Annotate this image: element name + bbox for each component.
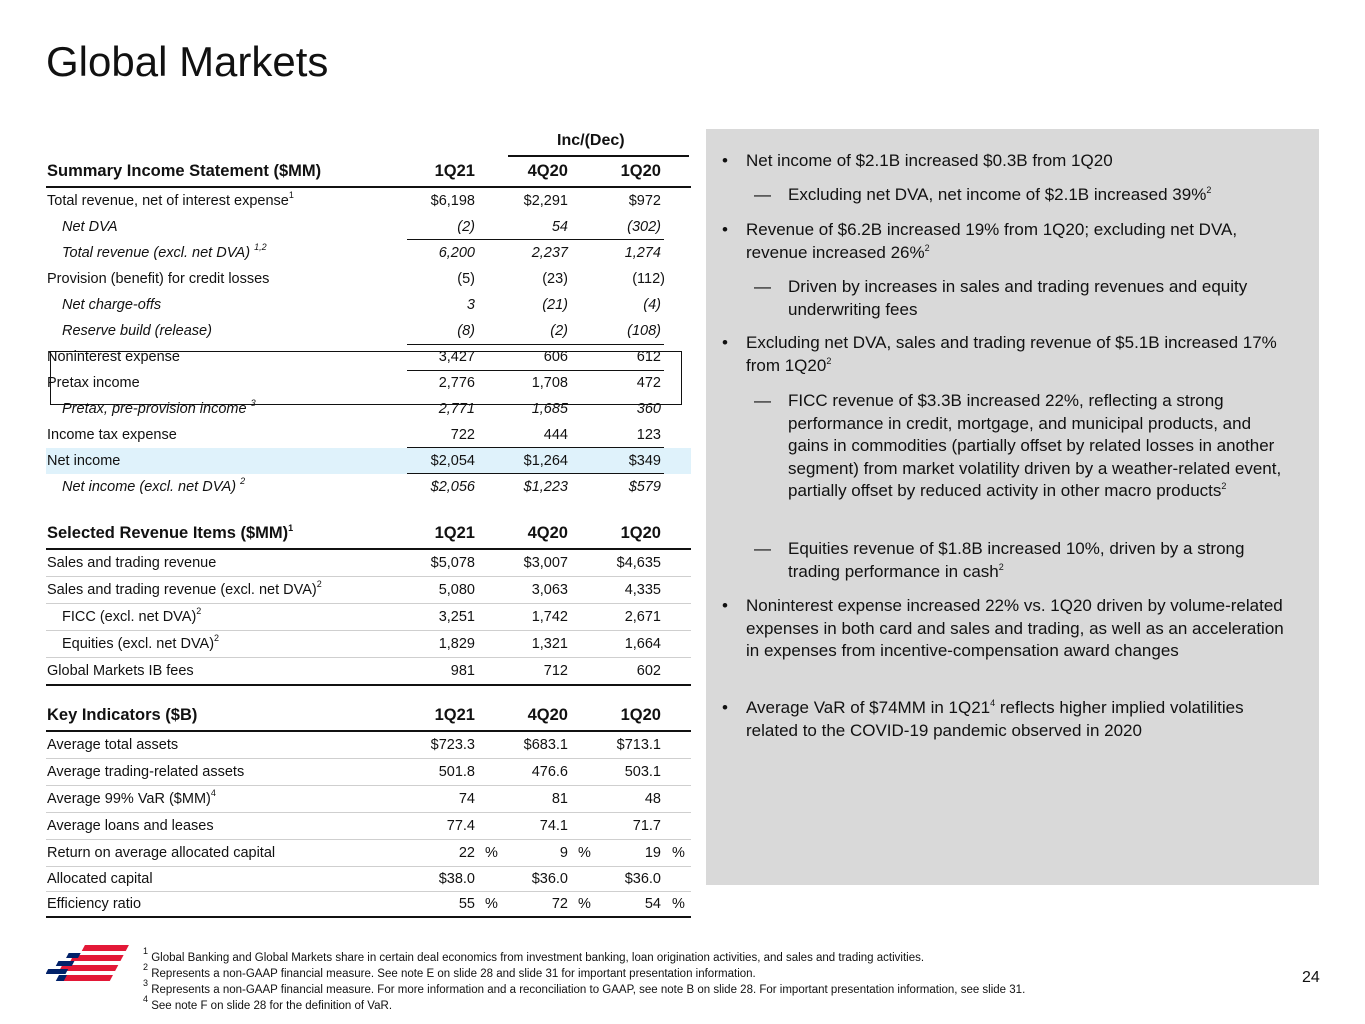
cell: $972 [628, 193, 661, 209]
bullet-dot: • [722, 151, 728, 170]
footnote [143, 978, 1026, 998]
bullet-text: Net income of $2.1B increased $0.3B from 1Q20 [746, 151, 1113, 170]
footnote-ref: 2 [998, 561, 1004, 572]
bullet-text: Equities revenue of $1.8B increased 10%, driven by a strong trading performance in cash [788, 539, 1245, 581]
revenue-header-row [46, 518, 691, 550]
cell: $1,264 [523, 453, 568, 469]
cell: (8) [457, 323, 475, 339]
cell: 54 [551, 219, 568, 235]
cell: 81 [551, 791, 568, 807]
cell: (2) [550, 323, 568, 339]
table-row [46, 658, 691, 686]
col-1q20: 1Q20 [620, 162, 661, 180]
bullet-item [722, 697, 1291, 742]
table-row [46, 188, 691, 214]
bullet-text: reflects higher implied volatilities related to the COVID-19 pandemic observed in 2020 [746, 698, 1244, 740]
footnote-ref: 2 [196, 606, 202, 616]
sub-bullet-item [754, 390, 1293, 503]
footnote-ref: 2 [1221, 481, 1227, 491]
table-row [46, 292, 691, 318]
footnote-ref: 2 [1206, 185, 1212, 195]
row-label: Average trading-related assets [47, 764, 245, 780]
page-number: 24 [1302, 969, 1320, 986]
footnote-ref: 2 [924, 242, 930, 253]
cell: $36.0 [624, 871, 661, 887]
percent-sign: % [578, 896, 591, 912]
cell: 1,708 [531, 375, 568, 391]
cell: (5) [457, 271, 475, 287]
col-1q20: 1Q20 [620, 706, 661, 724]
footnote [143, 962, 1025, 982]
rule [407, 370, 664, 371]
table-row [46, 577, 691, 604]
table-row [46, 813, 691, 840]
cell: 22 [458, 845, 475, 861]
row-label: Income tax expense [47, 427, 177, 443]
bullet-dot: • [722, 698, 728, 717]
summary-body [46, 188, 691, 500]
col-4q20: 4Q20 [527, 524, 568, 542]
cell: 2,671 [624, 609, 661, 625]
cell: $579 [628, 479, 661, 495]
cell: 503.1 [624, 764, 661, 780]
footnote-number: 2 [143, 962, 149, 972]
cell: 612 [636, 349, 661, 365]
sub-bullet-item [754, 184, 1293, 207]
cell: $349 [628, 453, 661, 469]
cell: 5,080 [438, 582, 475, 598]
cell: 1,742 [531, 609, 568, 625]
footnote [143, 946, 1025, 966]
table-row [46, 550, 691, 577]
cell: 71.7 [632, 818, 661, 834]
footnote-ref: 2 [240, 476, 246, 486]
cell: 123 [636, 427, 661, 443]
row-label: Total revenue, net of interest expense [47, 193, 289, 209]
cell: $2,291 [523, 193, 568, 209]
footnote-text: Represents a non-GAAP financial measure. For more information and a reconciliation to GAAP, see note B on slide 28. For important presentation information, see slide 31. [151, 984, 1026, 996]
table-row [46, 840, 691, 867]
row-label: Net charge-offs [62, 297, 162, 313]
bullet-text: Driven by increases in sales and trading revenues and equity underwriting fees [788, 277, 1248, 319]
table-row [46, 474, 691, 500]
row-label: Net income (excl. net DVA) [62, 479, 237, 495]
cell: $5,078 [430, 555, 475, 571]
col-4q20: 4Q20 [527, 706, 568, 724]
cell: 712 [543, 663, 568, 679]
bullet-text: Average VaR of $74MM in 1Q21 [746, 698, 991, 717]
row-label: Total revenue (excl. net DVA) [62, 245, 251, 261]
bank-flag-logo-icon [46, 943, 136, 995]
cell: $2,056 [430, 479, 475, 495]
dash: — [754, 185, 771, 204]
net-income-row [46, 448, 691, 474]
footnotes [143, 946, 1026, 1014]
col-1q21: 1Q21 [434, 162, 475, 180]
footnote [143, 994, 1025, 1014]
cell: 72 [551, 896, 568, 912]
row-label: Average total assets [47, 737, 179, 753]
dash: — [754, 391, 771, 410]
table-row [46, 604, 691, 631]
bullet-item [722, 219, 1291, 264]
cell: 1,685 [531, 401, 568, 417]
cell: $683.1 [523, 737, 568, 753]
cell: 55 [458, 896, 475, 912]
footnote-ref: 1 [288, 523, 294, 533]
cell: 19 [644, 845, 661, 861]
cell: 3 [466, 297, 475, 313]
cell: (23) [542, 271, 568, 287]
cell: 2,776 [438, 375, 475, 391]
cell: 1,829 [438, 636, 475, 652]
table-row [46, 318, 691, 344]
inc-dec-header [46, 130, 691, 156]
bullet-item [722, 150, 1291, 173]
cell: 6,200 [438, 245, 475, 261]
row-label: Noninterest expense [47, 349, 180, 365]
cell: $38.0 [438, 871, 475, 887]
bullet-dot: • [722, 333, 728, 352]
footnote-ref: 2 [826, 355, 832, 366]
bullet-dot: • [722, 220, 728, 239]
bullet-text: FICC revenue of $3.3B increased 22%, reflecting a strong performance in credit, mortgage, and municipal products, and gains in commodities (partially offset by related losses in another segment) from market volatility driven by a weather-related event, partially offset by reduced activity in other macro products [788, 391, 1282, 500]
cell: 74.1 [539, 818, 568, 834]
summary-header-row [46, 156, 691, 188]
page-title: Global Markets [46, 38, 329, 85]
table-row [46, 344, 691, 370]
row-label: Net income [47, 453, 121, 469]
footnote-ref: 4 [990, 698, 996, 708]
table-row [46, 266, 691, 292]
cell: 602 [636, 663, 661, 679]
row-label: Average 99% VaR ($MM) [47, 791, 211, 807]
cell: $4,635 [616, 555, 661, 571]
table-row [46, 786, 691, 813]
bullet-dot: • [722, 596, 728, 615]
cell: 3,251 [438, 609, 475, 625]
row-label: Return on average allocated capital [47, 845, 276, 861]
bullet-item [722, 595, 1291, 663]
percent-sign: % [672, 845, 685, 861]
footnote-number: 1 [143, 946, 149, 956]
table-row [46, 214, 691, 240]
footnote-text: Represents a non-GAAP financial measure. See note E on slide 28 and slide 31 for important presentation information. [151, 968, 756, 980]
bullet-item [722, 332, 1291, 377]
cell: 501.8 [438, 764, 475, 780]
table-row [46, 370, 691, 396]
inc-dec-label: Inc/(Dec) [557, 132, 625, 149]
footnote-ref: 1,2 [254, 242, 267, 252]
row-label: Provision (benefit) for credit losses [47, 271, 270, 287]
row-label: Equities (excl. net DVA) [62, 636, 215, 652]
table-row [46, 240, 691, 266]
cell: 1,321 [531, 636, 568, 652]
indicators-title: Key Indicators ($B) [47, 706, 198, 724]
dash: — [754, 539, 771, 558]
cell: 77.4 [446, 818, 475, 834]
financial-tables [46, 130, 691, 918]
row-label: FICC (excl. net DVA) [62, 609, 197, 625]
footnote-text: Global Banking and Global Markets share in certain deal economics from investment banking, loan origination activities, and sales and trading activities. [151, 952, 925, 964]
col-1q20: 1Q20 [620, 524, 661, 542]
percent-sign: % [578, 845, 591, 861]
cell: 472 [636, 375, 661, 391]
cell: $36.0 [531, 871, 568, 887]
table-row [46, 422, 691, 448]
col-4q20: 4Q20 [527, 162, 568, 180]
summary-title: Summary Income Statement ($MM) [47, 162, 322, 180]
footnote-ref: 4 [210, 788, 216, 798]
sub-bullet-item [754, 276, 1293, 321]
bullet-text: Excluding net DVA, net income of $2.1B increased 39% [788, 185, 1207, 204]
cell: 2,237 [531, 245, 568, 261]
cell: 1,274 [624, 245, 661, 261]
sub-bullet-item [754, 538, 1293, 583]
table-row [46, 396, 691, 422]
cell: (21) [542, 297, 568, 313]
col-1q21: 1Q21 [434, 706, 475, 724]
cell: 74 [458, 791, 475, 807]
cell: 3,427 [438, 349, 475, 365]
rule [407, 344, 664, 345]
cell: $723.3 [430, 737, 475, 753]
row-label: Sales and trading revenue [47, 555, 217, 571]
cell: 4,335 [624, 582, 661, 598]
cell: $6,198 [430, 193, 475, 209]
cell: (108) [627, 323, 661, 339]
bullet-text: Revenue of $6.2B increased 19% from 1Q20; excluding net DVA, revenue increased 26% [746, 220, 1238, 262]
footnote-ref: 2 [214, 633, 220, 643]
percent-sign: % [672, 896, 685, 912]
percent-sign: % [485, 845, 498, 861]
revenue-title: Selected Revenue Items ($MM) [47, 524, 289, 542]
table-row [46, 732, 691, 759]
row-label: Average loans and leases [47, 818, 214, 834]
cell: $2,054 [430, 453, 475, 469]
cell: (302) [627, 219, 661, 235]
row-label: Sales and trading revenue (excl. net DVA) [47, 582, 317, 598]
cell: (112) [632, 271, 665, 287]
cell: 476.6 [531, 764, 568, 780]
row-label: Pretax income [47, 375, 140, 391]
indicators-header-row [46, 700, 691, 732]
cell: $713.1 [616, 737, 661, 753]
commentary-panel [706, 129, 1319, 885]
dash: — [754, 277, 771, 296]
footnote-ref: 1 [288, 190, 294, 200]
cell: $3,007 [523, 555, 568, 571]
cell: 722 [450, 427, 475, 443]
row-label: Pretax, pre-provision income [62, 401, 247, 417]
bullet-text: Noninterest expense increased 22% vs. 1Q20 driven by volume-related expenses in both card and sales and trading, as well as an acceleration in expenses from incentive-compensation award changes [746, 596, 1284, 660]
bullet-text: Excluding net DVA, sales and trading revenue of $5.1B increased 17% from 1Q20 [746, 333, 1277, 375]
cell: 981 [450, 663, 475, 679]
footnote-ref: 2 [316, 579, 322, 589]
table-row [46, 867, 691, 892]
cell: 360 [636, 401, 661, 417]
row-label: Reserve build (release) [62, 323, 212, 339]
table-row [46, 631, 691, 658]
cell: 606 [543, 349, 568, 365]
percent-sign: % [485, 896, 498, 912]
row-label: Efficiency ratio [47, 896, 142, 912]
cell: (2) [457, 219, 475, 235]
row-label: Net DVA [62, 219, 118, 235]
cell: 3,063 [531, 582, 568, 598]
footnote-ref: 3 [250, 398, 256, 408]
cell: 54 [644, 896, 661, 912]
table-row [46, 892, 691, 918]
cell: 9 [559, 845, 568, 861]
cell: $1,223 [523, 479, 568, 495]
cell: 1,664 [624, 636, 661, 652]
row-label: Global Markets IB fees [47, 663, 194, 679]
row-label: Allocated capital [47, 871, 153, 887]
cell: 2,771 [438, 401, 475, 417]
cell: 444 [543, 427, 568, 443]
footnote-text: See note F on slide 28 for the definition of VaR. [151, 1000, 393, 1012]
table-row [46, 759, 691, 786]
cell: 48 [644, 791, 661, 807]
footnote-number: 3 [143, 978, 149, 988]
footnote-number: 4 [143, 994, 149, 1004]
cell: (4) [643, 297, 661, 313]
col-1q21: 1Q21 [434, 524, 475, 542]
